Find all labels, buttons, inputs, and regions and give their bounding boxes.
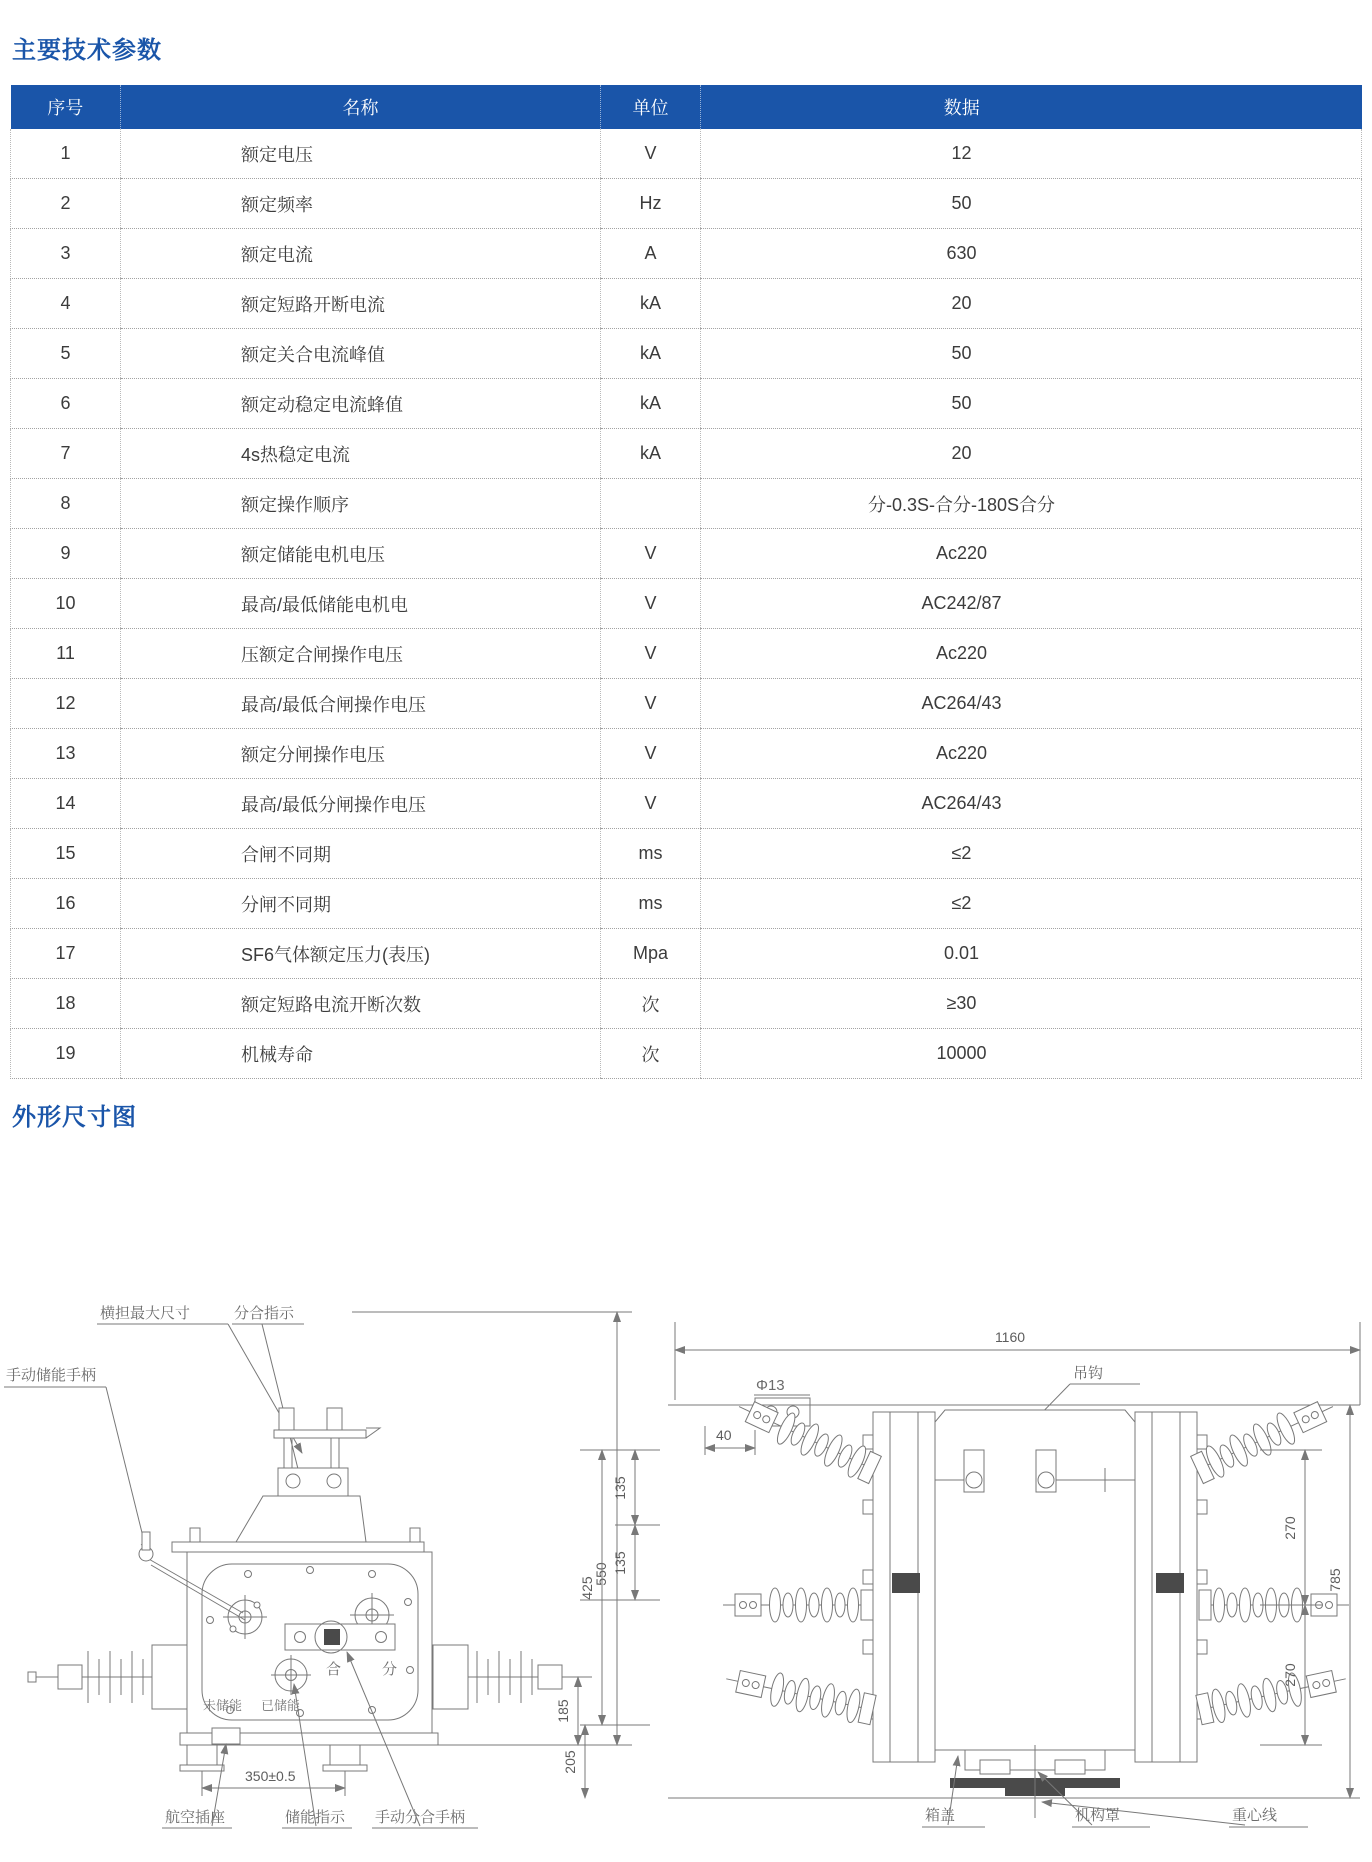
cell-name: 4s热稳定电流: [121, 429, 601, 479]
uncharged-mark: 未储能: [203, 1698, 243, 1713]
cell-data: 10000: [701, 1029, 1362, 1079]
hook-label: 吊钩: [1073, 1365, 1104, 1382]
cell-data: ≤2: [701, 829, 1362, 879]
cell-no: 9: [11, 529, 121, 579]
cell-unit: V: [601, 779, 701, 829]
dim-205-label: 205: [562, 1750, 578, 1774]
cell-no: 11: [11, 629, 121, 679]
cell-unit: V: [601, 729, 701, 779]
dim-1160-label: 1160: [994, 1329, 1026, 1345]
table-header-row: [11, 85, 1362, 129]
cell-data: 20: [701, 279, 1362, 329]
cell-no: 14: [11, 779, 121, 829]
cell-name: 分闸不同期: [121, 879, 601, 929]
cell-data: 0.01: [701, 929, 1362, 979]
gravity-line-label: 重心线: [1232, 1807, 1278, 1824]
dim-270a-label: 270: [1282, 1516, 1298, 1540]
cell-data: 50: [701, 179, 1362, 229]
cell-data: 630: [701, 229, 1362, 279]
table-row: [11, 529, 1362, 579]
header-data: 数据: [701, 85, 1362, 129]
cell-unit: kA: [601, 279, 701, 329]
cell-no: 17: [11, 929, 121, 979]
open-mark: 分: [382, 1661, 398, 1678]
cell-no: 10: [11, 579, 121, 629]
cell-no: 5: [11, 329, 121, 379]
cell-data: ≥30: [701, 979, 1362, 1029]
manual-switch-handle-label: 手动分合手柄: [375, 1809, 466, 1826]
cell-no: 3: [11, 229, 121, 279]
table-row: [11, 229, 1362, 279]
cell-unit: V: [601, 129, 701, 179]
cell-data: 12: [701, 129, 1362, 179]
cell-name: 额定关合电流峰值: [121, 329, 601, 379]
open-close-indicator-label: 分合指示: [234, 1305, 295, 1322]
manual-charge-handle-label: 手动储能手柄: [6, 1367, 97, 1384]
table-row: [11, 829, 1362, 879]
parameters-table: [10, 85, 1362, 1079]
cell-data: AC242/87: [701, 579, 1362, 629]
cell-no: 8: [11, 479, 121, 529]
table-row: [11, 379, 1362, 429]
cell-unit: kA: [601, 429, 701, 479]
cell-name: 额定分闸操作电压: [121, 729, 601, 779]
cell-unit: kA: [601, 329, 701, 379]
cell-data: Ac220: [701, 729, 1362, 779]
cell-name: SF6气体额定压力(表压): [121, 929, 601, 979]
section-title-parameters: 主要技术参数: [12, 37, 162, 64]
table-row: [11, 779, 1362, 829]
section-title-outline: 外形尺寸图: [12, 1104, 137, 1131]
cell-name: 额定电流: [121, 229, 601, 279]
cell-data: AC264/43: [701, 679, 1362, 729]
dim-40-label: 40: [716, 1427, 732, 1443]
dim-135b-label: 135: [612, 1551, 628, 1575]
cell-name: 额定操作顺序: [121, 479, 601, 529]
charge-indicator-label: 储能指示: [285, 1809, 346, 1826]
table-row: [11, 629, 1362, 679]
cell-unit: A: [601, 229, 701, 279]
cell-no: 12: [11, 679, 121, 729]
table-row: [11, 979, 1362, 1029]
cell-name: 压额定合闸操作电压: [121, 629, 601, 679]
cell-unit: 次: [601, 1029, 701, 1079]
outline-drawings: [0, 1150, 1372, 1862]
cell-data: 50: [701, 329, 1362, 379]
cell-no: 13: [11, 729, 121, 779]
table-row: [11, 329, 1362, 379]
cell-unit: 次: [601, 979, 701, 1029]
cell-data: 20: [701, 429, 1362, 479]
cell-name: 额定频率: [121, 179, 601, 229]
cell-no: 2: [11, 179, 121, 229]
charged-mark: 已储能: [261, 1698, 301, 1713]
table-row: [11, 179, 1362, 229]
cell-name: 机械寿命: [121, 1029, 601, 1079]
crossarm-bracket: [236, 1408, 380, 1542]
header-unit: 单位: [601, 85, 701, 129]
cell-unit: kA: [601, 379, 701, 429]
tank-body: [935, 1410, 1135, 1750]
cell-data: ≤2: [701, 879, 1362, 929]
table-row: [11, 479, 1362, 529]
header-no: 序号: [11, 85, 121, 129]
cell-name: 额定电压: [121, 129, 601, 179]
header-name: 名称: [121, 85, 601, 129]
cell-data: AC264/43: [701, 779, 1362, 829]
cell-name: 额定动稳定电流蜂值: [121, 379, 601, 429]
table-row: [11, 679, 1362, 729]
crossarm-max-size-label: 横担最大尺寸: [100, 1305, 191, 1322]
cell-no: 15: [11, 829, 121, 879]
cell-no: 6: [11, 379, 121, 429]
cell-data: Ac220: [701, 629, 1362, 679]
outline-drawing-side-view: [560, 1150, 1372, 1862]
table-row: [11, 579, 1362, 629]
table-row: [11, 429, 1362, 479]
cell-data: Ac220: [701, 529, 1362, 579]
cell-no: 4: [11, 279, 121, 329]
cell-no: 7: [11, 429, 121, 479]
cell-name: 最高/最低储能电机电: [121, 579, 601, 629]
table-row: [11, 1029, 1362, 1079]
dim-425-label: 425: [579, 1576, 595, 1600]
cell-unit: ms: [601, 879, 701, 929]
dim-785-label: 785: [1327, 1568, 1343, 1592]
table-row: [11, 929, 1362, 979]
table-row: [11, 879, 1362, 929]
cell-no: 1: [11, 129, 121, 179]
cell-unit: ms: [601, 829, 701, 879]
cell-unit: V: [601, 629, 701, 679]
cell-data: 50: [701, 379, 1362, 429]
cell-unit: V: [601, 529, 701, 579]
cell-unit: Hz: [601, 179, 701, 229]
cell-unit: Mpa: [601, 929, 701, 979]
mechanism-cover-label: 机构罩: [1075, 1807, 1121, 1824]
cell-name: 合闸不同期: [121, 829, 601, 879]
dim-185-label: 185: [555, 1699, 571, 1723]
aviation-socket-label: 航空插座: [165, 1809, 226, 1826]
box-cover-label: 箱盖: [925, 1807, 956, 1824]
table-row: [11, 129, 1362, 179]
left-bushing: [28, 1645, 187, 1709]
cell-no: 16: [11, 879, 121, 929]
cell-no: 18: [11, 979, 121, 1029]
dim-270b-label: 270: [1282, 1663, 1298, 1687]
table-row: [11, 729, 1362, 779]
cell-unit: V: [601, 579, 701, 629]
cell-name: 额定储能电机电压: [121, 529, 601, 579]
hole-phi13-label: Φ13: [756, 1377, 785, 1394]
dim-135a-label: 135: [612, 1476, 628, 1500]
dim-350-label: 350±0.5: [245, 1768, 296, 1784]
cell-name: 最高/最低分闸操作电压: [121, 779, 601, 829]
cell-name: 额定短路开断电流: [121, 279, 601, 329]
close-mark: 合: [326, 1661, 342, 1678]
cell-data: 分-0.3S-合分-180S合分: [701, 479, 1362, 529]
cell-unit: [601, 479, 701, 529]
cell-no: 19: [11, 1029, 121, 1079]
cell-name: 最高/最低合闸操作电压: [121, 679, 601, 729]
cell-name: 额定短路电流开断次数: [121, 979, 601, 1029]
cell-unit: V: [601, 679, 701, 729]
table-row: [11, 279, 1362, 329]
dim-550-label: 550: [593, 1562, 609, 1586]
